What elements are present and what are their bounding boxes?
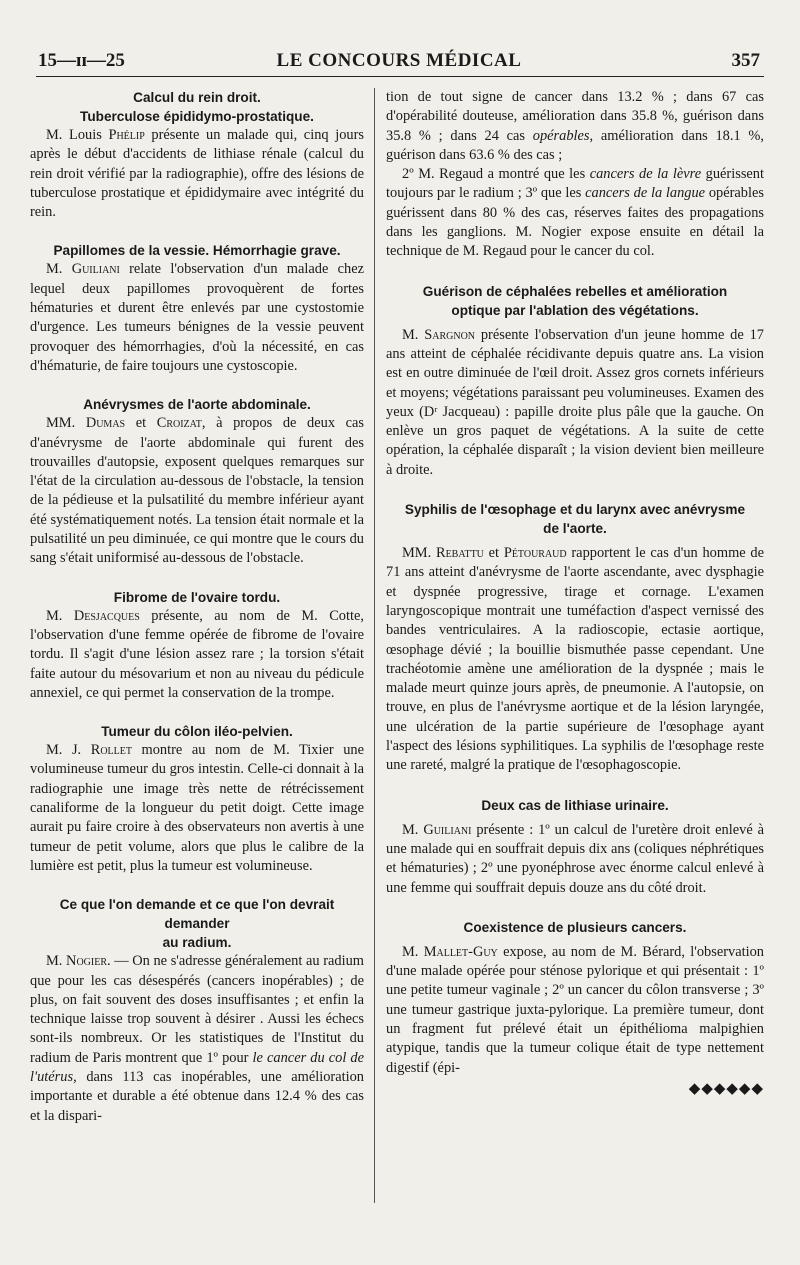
header-rule [36, 76, 764, 77]
paragraph: M. Nogier. — On ne s'adresse généralement au radium que pour les cas désespérés (cancers inopérables) ; de plus, on fait souvent des doses insuffisantes ; et enfin la technique laisse trop souvent à désirer . Aussi les échecs sont-ils nombreux. Or les statistiques de l'Institut du radium de Paris montrent que 1º pour le cancer du col de l'utérus, dans 113 cas inopérables, une amélioration importante et durable a été obtenue dans 12.4 % des cas et la dispari- [30, 953, 365, 1124]
section-fibrome [30, 588, 364, 703]
section-title: Deux cas de lithiase urinaire. [481, 797, 669, 813]
section-lithiase [386, 796, 764, 898]
section-anevrysmes [30, 395, 364, 568]
paragraph: M. Guiliani relate l'observation d'un malade chez lequel deux papillomes provoquèrent de fortes hématuries et durent être enlevés par une cystostomie d'urgence. Les tumeurs bénignes de la vessie peuvent provoquer des hémorrhagies, d'où la nécessité, en cas d'hématurie, de faire toujours une cystoscopie. [30, 261, 364, 374]
paragraph: 2º M. Regaud a montré que les cancers de la lèvre guérissent toujours par le radium ; 3º que les cancers de la langue opérables guérissent dans 80 % des cas, réserves faites des propagations dans les ganglions. M. Nogier expose ensuite en détail la technique de M. Regaud pour le cancer du col. [386, 166, 764, 260]
section-title: Syphilis de l'œsophage et du larynx avec anévrysme [404, 502, 746, 518]
issue-date: 15—ɪɪ—25 [38, 50, 125, 71]
section-syphilis [386, 500, 764, 776]
section-title: Anévrysmes de l'aorte abdominale. [83, 397, 311, 413]
paragraph: M. J. Rollet montre au nom de M. Tixier une volumineuse tumeur du gros intestin. Celle-ci donnait à la radiographie une image très nette de rétrécissement canaliforme de la longueur du petit doigt. Cette image aurait pu faire croire à des observateurs non avertis à une tumeur de petit volume, alors que plus le calibre de la lumière est petit, plus la tumeur est volumineuse. [30, 742, 364, 874]
section-title: Papillomes de la vessie. Hémorrhagie grave. [53, 243, 341, 259]
column-divider [374, 88, 375, 1203]
section-title: Guérison de céphalées rebelles et amélioration [422, 283, 728, 299]
section-cancers [386, 918, 764, 1099]
section-subtitle: au radium. [162, 935, 232, 951]
section-cephalees [386, 282, 764, 480]
page-number: 357 [731, 50, 760, 71]
section-radium [30, 895, 364, 1126]
paragraph: tion de tout signe de cancer dans 13.2 % ; dans 67 cas d'opérabilité douteuse, amélioration dans 35.8 %, guérison dans 35.8 % ; dans 24 cas opérables, amélioration dans 18.1 %, guérison dans 63.6 % des cas ; [386, 89, 764, 163]
section-title: Coexistence de plusieurs cancers. [463, 919, 687, 935]
paragraph: M. Guiliani présente : 1º un calcul de l'uretère droit enlevé à une malade qui en souffrait depuis dix ans (coliques néphrétiques et hématuries) ; 2º une pyonéphrose avec énorme calcul enlevé à une femme qui souffrait depuis douze ans du côté droit. [386, 821, 764, 896]
section-title: Tumeur du côlon iléo-pelvien. [101, 724, 293, 740]
left-column [30, 88, 364, 1126]
section-title: Calcul du rein droit. [133, 90, 261, 105]
section-title: Ce que l'on demande et ce que l'on devrait demander [59, 897, 335, 932]
right-column [386, 88, 764, 1099]
section-title: Fibrome de l'ovaire tordu. [113, 589, 281, 605]
section-subtitle: optique par l'ablation des végétations. [451, 302, 699, 318]
section-subtitle: Tuberculose épididymo-prostatique. [80, 109, 314, 124]
section-tumeur-colon [30, 722, 364, 876]
section-radium-continued [386, 88, 764, 262]
paragraph: MM. Dumas et Croizat, à propos de deux cas d'anévrysme de l'aorte abdominale qui furent des trouvailles d'autopsie, exposent quelques remarques sur l'état de la circulation au-dessous de l'obstacle, la tension de la pédieuse et la pulsatilité du membre inférieur ayant été systématiquement notés. La tension était normale et la pulsatilité un peu diminuée, ce qui montre que le cours du sang s'était uniformisé au-dessous de l'obstacle. [30, 415, 364, 567]
paragraph: M. Mallet-Guy expose, au nom de M. Bérard, l'observation d'une malade opérée pour sténose pylorique et qui présentait : 1º une petite tumeur vaginale ; 2º un cancer du côlon transverse ; 3º une tumeur gastrique juxta-pylorique. La première tumeur, dont un fragment fut prélevé était un épithélioma malpighien atypique, tandis que la tumeur colique était de type nettement digestif (épi- [386, 943, 764, 1076]
section-papillomes [30, 241, 364, 376]
paragraph: M. Desjacques présente, au nom de M. Cotte, l'observation d'une femme opérée de fibrome de l'ovaire tordu. Il s'agit d'une lésion assez rare ; la torsion s'était faite autour du mésovarium et non au niveau du pédicule annexiel, ce qui permet la conservation de la trompe. [30, 607, 364, 701]
page-header [38, 44, 760, 74]
paragraph: M. Sargnon présente l'observation d'un jeune homme de 17 ans atteint de céphalée récidivante depuis quatre ans. La vision est en outre diminuée de l'œil droit. Assez gros cornets inférieurs et moyens; végétations paraissant peu volumineuses. Examen des yeux (Dʳ Jacqueau) : papille droite plus pâle que la gauche. On enlève un gros paquet de végétations. A la suite de cette opération, la céphalée disparaît ; la vision devient bien meilleure à droite. [386, 326, 764, 478]
paragraph: M. Louis Phélip présente un malade qui, cinq jours après le début d'accidents de lithiase rénale (calcul du rein droit vérifié par la radiographie), offre des lésions de tuberculose prostatique et épididymaire avec intégrité du rein. [30, 127, 364, 221]
section-calcul-rein [30, 88, 364, 222]
paragraph: MM. Rebattu et Pétouraud rapportent le cas d'un homme de 71 ans atteint d'anévrysme de l'aorte ascendante, avec dysphagie et dyspnée progressive, tirage et cornage. L'examen laryngoscopique montrait une tuméfaction d'aspect vernissé des bandes ventriculaires. A la radioscopie, ectasie aortique, œsophage dévié ; la bouillie bismuthée passe cependant. Une trachéotomie amène une amélioration de la dyspnée ; mais le malade meurt quinze jours après, de pneumonie. A l'autopsie, on trouve, en plus de l'anévrysme aortique et de la lésion laryngée, une ulcération de la partie supérieure de l'œsophage ayant l'aspect des lésions syphilitiques. La syphilis de l'œsophage reste une rareté, malgré la pratique de l'œsophagoscopie. [386, 545, 764, 774]
end-ornament: ◆◆◆◆◆◆ [688, 1080, 764, 1097]
journal-title: LE CONCOURS MÉDICAL [276, 50, 522, 71]
section-subtitle: de l'aorte. [543, 521, 607, 537]
